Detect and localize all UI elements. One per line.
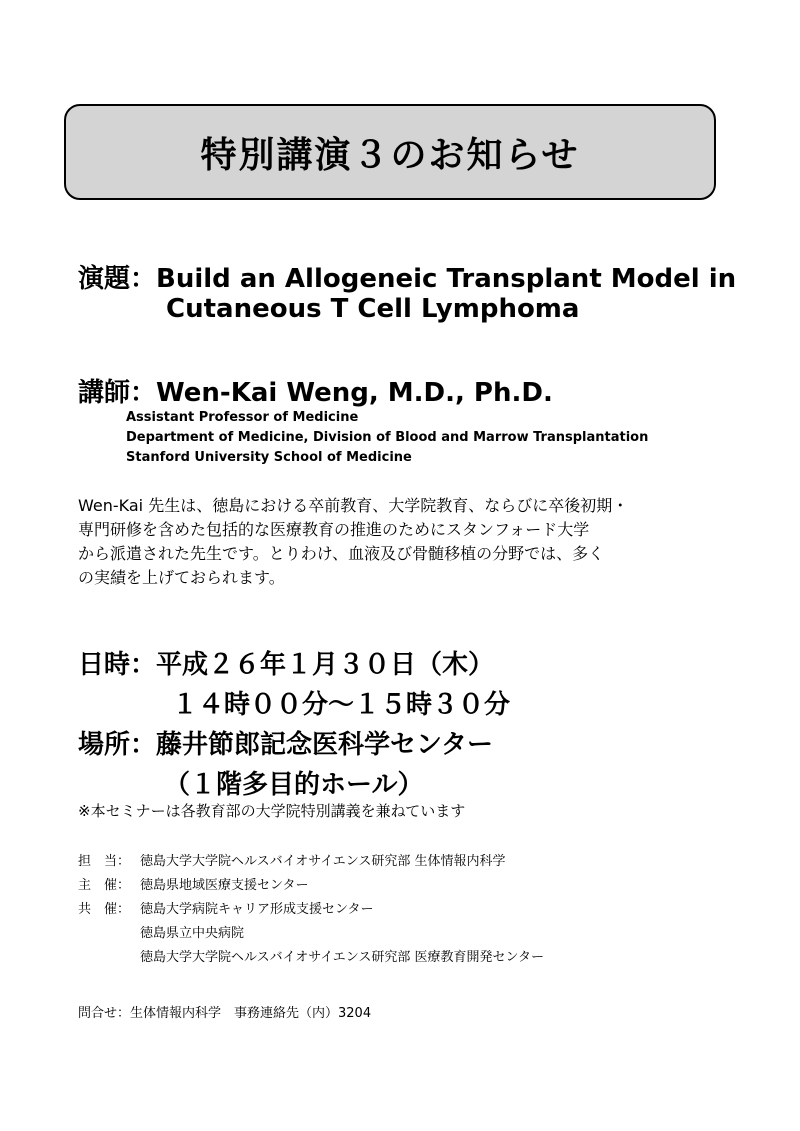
intro-line: から派遣された先生です。とりわけ、血液及び骨髄移植の分野では、多く xyxy=(78,544,605,563)
in-charge-label: 担 当： xyxy=(78,854,131,869)
intro-line: の実績を上げておられます。 xyxy=(78,568,285,587)
speaker-introduction xyxy=(78,494,718,590)
lecture-title-label: 演題： xyxy=(78,264,157,294)
lecture-title-line1: Build an Allogeneic Transplant Model in xyxy=(156,264,737,294)
in-charge-value: 徳島大学大学院ヘルスバイオサイエンス研究部 生体情報内科学 xyxy=(140,854,506,869)
speaker-label: 講師： xyxy=(78,378,157,408)
cohost-label: 共 催： xyxy=(78,902,131,917)
announcement-banner xyxy=(64,104,716,200)
intro-line: Wen-Kai 先生は、徳島における卒前教育、大学院教育、ならびに卒後初期・ xyxy=(78,496,629,515)
event-room: （１階多目的ホール） xyxy=(164,770,424,800)
speaker-affiliation: Assistant Professor of Medicine xyxy=(126,410,359,425)
speaker-affiliation: Department of Medicine, Division of Blood and Marrow Transplantation xyxy=(126,430,649,445)
event-place: 藤井節郎記念医科学センター xyxy=(156,730,493,760)
contact-info: 問合せ：生体情報内科学 事務連絡先（内）3204 xyxy=(78,1006,372,1021)
cohost-value: 徳島大学病院キャリア形成支援センター xyxy=(140,902,374,917)
cohost-value: 徳島県立中央病院 xyxy=(140,926,245,941)
event-time: １４時００分～１５時３０分 xyxy=(172,690,511,720)
speaker-row xyxy=(78,372,553,409)
speaker-affiliation: Stanford University School of Medicine xyxy=(126,450,412,465)
host-label: 主 催： xyxy=(78,878,131,893)
seminar-note: ※本セミナーは各教育部の大学院特別講義を兼ねています xyxy=(78,802,466,820)
banner-title: 特別講演３のお知らせ xyxy=(200,134,580,176)
host-row xyxy=(78,874,308,893)
speaker-name: Wen-Kai Weng, M.D., Ph.D. xyxy=(156,378,553,408)
date-label: 日時： xyxy=(78,650,157,680)
place-row xyxy=(78,724,493,761)
in-charge-row xyxy=(78,850,506,869)
lecture-title-line2: Cutaneous T Cell Lymphoma xyxy=(166,294,580,324)
host-value: 徳島県地域医療支援センター xyxy=(140,878,309,893)
intro-line: 専門研修を含めた包括的な医療教育の推進のためにスタンフォード大学 xyxy=(78,520,590,539)
date-row xyxy=(78,644,494,681)
event-date: 平成２６年１月３０日（木） xyxy=(156,650,495,680)
cohost-row xyxy=(78,898,373,917)
place-label: 場所： xyxy=(78,730,157,760)
cohost-value: 徳島大学大学院ヘルスバイオサイエンス研究部 医療教育開発センター xyxy=(140,950,545,965)
lecture-title-row xyxy=(78,258,736,295)
